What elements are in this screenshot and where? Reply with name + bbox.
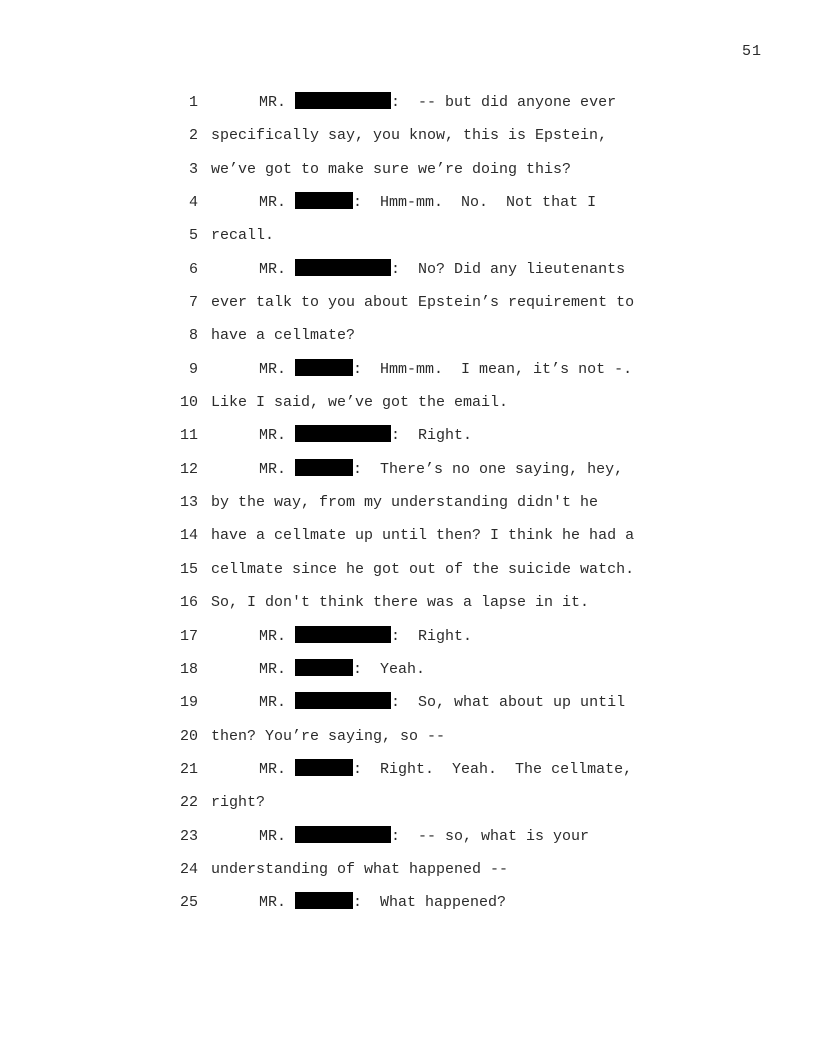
speaker-title: MR. bbox=[259, 694, 287, 712]
speaker-title: MR. bbox=[259, 94, 287, 111]
line-number: 23 bbox=[179, 827, 198, 845]
transcript-line bbox=[0, 492, 816, 525]
redaction-box bbox=[295, 425, 391, 442]
speaker-title: MR. bbox=[259, 627, 287, 645]
spoken-text: : So, what about up until bbox=[391, 694, 626, 712]
redaction-box bbox=[295, 359, 353, 376]
line-number: 6 bbox=[188, 260, 198, 278]
line-number: 25 bbox=[179, 894, 198, 912]
line-number: 19 bbox=[179, 694, 198, 712]
line-text: cellmate since he got out of the suicide watch. bbox=[211, 560, 635, 578]
transcript-line bbox=[0, 225, 816, 258]
line-text: have a cellmate? bbox=[211, 327, 356, 345]
transcript-line bbox=[0, 626, 816, 659]
line-text: we’ve got to make sure we’re doing this? bbox=[211, 160, 572, 178]
speaker-line-text bbox=[259, 759, 776, 781]
redaction-box bbox=[295, 892, 353, 909]
speaker-title: MR. bbox=[259, 427, 287, 445]
spoken-text: : Yeah. bbox=[353, 660, 426, 678]
transcript-line bbox=[0, 659, 816, 692]
line-number: 5 bbox=[188, 227, 198, 245]
speaker-title: MR. bbox=[259, 660, 287, 678]
line-number: 3 bbox=[188, 160, 198, 178]
transcript-body bbox=[0, 92, 816, 926]
line-text: recall. bbox=[211, 227, 275, 245]
line-text: understanding of what happened -- bbox=[211, 860, 509, 878]
redaction-box bbox=[295, 826, 391, 843]
line-number: 11 bbox=[179, 427, 198, 445]
speaker-line-text bbox=[259, 192, 776, 214]
line-number: 16 bbox=[179, 594, 198, 612]
line-text: right? bbox=[211, 794, 266, 812]
speaker-line-text bbox=[259, 692, 776, 714]
redaction-box bbox=[295, 259, 391, 276]
speaker-line-text bbox=[259, 659, 776, 681]
line-number: 10 bbox=[179, 394, 198, 412]
transcript-line bbox=[0, 792, 816, 825]
line-number: 15 bbox=[179, 560, 198, 578]
transcript-line bbox=[0, 726, 816, 759]
redaction-box bbox=[295, 626, 391, 643]
line-text: ever talk to you about Epstein’s requirement to bbox=[211, 294, 635, 312]
spoken-text: : Right. bbox=[391, 427, 473, 445]
line-text: by the way, from my understanding didn't he bbox=[211, 494, 599, 512]
speaker-line-text bbox=[259, 459, 776, 481]
line-number: 22 bbox=[179, 794, 198, 812]
line-text: specifically say, you know, this is Epstein, bbox=[211, 127, 608, 145]
speaker-title: MR. bbox=[259, 827, 287, 845]
transcript-line bbox=[0, 559, 816, 592]
spoken-text: : There’s no one saying, hey, bbox=[353, 460, 624, 478]
spoken-text: : What happened? bbox=[353, 894, 507, 912]
line-number: 21 bbox=[179, 760, 198, 778]
redaction-box bbox=[295, 759, 353, 776]
transcript-line bbox=[0, 459, 816, 492]
line-text: So, I don't think there was a lapse in it. bbox=[211, 594, 590, 612]
line-text: then? You’re saying, so -- bbox=[211, 727, 446, 745]
transcript-line bbox=[0, 325, 816, 358]
transcript-line bbox=[0, 525, 816, 558]
line-number: 1 bbox=[188, 94, 198, 111]
transcript-lines bbox=[0, 92, 816, 926]
line-number: 2 bbox=[188, 127, 198, 145]
line-number: 13 bbox=[179, 494, 198, 512]
speaker-line-text bbox=[259, 626, 776, 648]
line-number: 17 bbox=[179, 627, 198, 645]
transcript-line bbox=[0, 292, 816, 325]
speaker-title: MR. bbox=[259, 360, 287, 378]
page-number: 51 bbox=[741, 43, 762, 60]
spoken-text: : -- but did anyone ever bbox=[391, 94, 617, 111]
redaction-box bbox=[295, 459, 353, 476]
spoken-text: : Right. Yeah. The cellmate, bbox=[353, 760, 633, 778]
speaker-title: MR. bbox=[259, 194, 287, 212]
transcript-line bbox=[0, 692, 816, 725]
transcript-line bbox=[0, 892, 816, 925]
transcript-line bbox=[0, 392, 816, 425]
line-number: 12 bbox=[179, 460, 198, 478]
transcript-line bbox=[0, 425, 816, 458]
speaker-line-text bbox=[259, 425, 776, 447]
redaction-box bbox=[295, 92, 391, 109]
speaker-title: MR. bbox=[259, 760, 287, 778]
transcript-line bbox=[0, 125, 816, 158]
spoken-text: : Hmm-mm. No. Not that I bbox=[353, 194, 597, 212]
transcript-line bbox=[0, 159, 816, 192]
line-number: 8 bbox=[188, 327, 198, 345]
transcript-line bbox=[0, 826, 816, 859]
redaction-box bbox=[295, 692, 391, 709]
spoken-text: : Hmm-mm. I mean, it’s not -. bbox=[353, 360, 633, 378]
line-number: 14 bbox=[179, 527, 198, 545]
speaker-line-text bbox=[259, 92, 776, 114]
speaker-title: MR. bbox=[259, 460, 287, 478]
line-number: 24 bbox=[179, 860, 198, 878]
line-number: 9 bbox=[188, 360, 198, 378]
transcript-line bbox=[0, 759, 816, 792]
line-text: Like I said, we’ve got the email. bbox=[211, 394, 509, 412]
line-number: 20 bbox=[179, 727, 198, 745]
speaker-line-text bbox=[259, 259, 776, 281]
speaker-line-text bbox=[259, 359, 776, 381]
speaker-line-text bbox=[259, 892, 776, 914]
transcript-line bbox=[0, 192, 816, 225]
line-number: 7 bbox=[188, 294, 198, 312]
speaker-line-text bbox=[259, 826, 776, 848]
transcript-line bbox=[0, 92, 816, 125]
spoken-text: : -- so, what is your bbox=[391, 827, 590, 845]
speaker-title: MR. bbox=[259, 894, 287, 912]
redaction-box bbox=[295, 192, 353, 209]
spoken-text: : No? Did any lieutenants bbox=[391, 260, 626, 278]
transcript-line bbox=[0, 359, 816, 392]
line-text: have a cellmate up until then? I think he had a bbox=[211, 527, 635, 545]
transcript-line bbox=[0, 259, 816, 292]
transcript-line bbox=[0, 859, 816, 892]
speaker-title: MR. bbox=[259, 260, 287, 278]
line-number: 4 bbox=[188, 194, 198, 212]
line-number: 18 bbox=[179, 660, 198, 678]
spoken-text: : Right. bbox=[391, 627, 473, 645]
redaction-box bbox=[295, 659, 353, 676]
transcript-line bbox=[0, 592, 816, 625]
